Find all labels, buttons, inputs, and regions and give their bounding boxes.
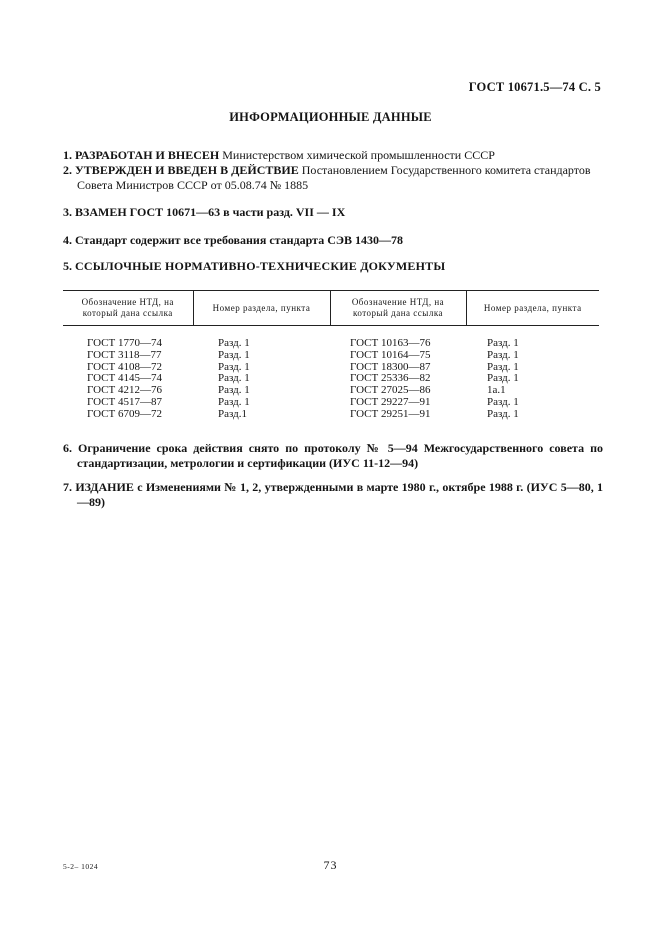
column-header: Обозначение НТД, на который дана ссылка <box>63 291 193 326</box>
table-cell: ГОСТ 29251—91 <box>350 407 431 420</box>
table-row <box>63 397 599 409</box>
table-cell: Разд. 1 <box>487 360 519 373</box>
info-item-6 <box>63 441 603 471</box>
item-heading: ИЗДАНИЕ <box>75 480 134 494</box>
item-heading: УТВЕРЖДЕН И ВВЕДЕН В ДЕЙСТВИЕ <box>75 163 299 177</box>
print-code: 5-2– 1024 <box>63 862 99 871</box>
item-number: 6. <box>63 441 72 455</box>
table-cell: Разд. 1 <box>487 407 519 420</box>
table-cell: Разд. 1 <box>487 395 519 408</box>
table-cell: ГОСТ 4145—74 <box>87 372 162 385</box>
item-heading: РАЗРАБОТАН И ВНЕСЕН <box>75 148 220 162</box>
table-cell: 1а.1 <box>487 384 506 397</box>
info-item-3 <box>63 205 603 220</box>
item-number: 3. <box>63 205 72 219</box>
table-cell: ГОСТ 27025—86 <box>350 384 431 397</box>
item-text: Ограничение срока действия снято по протоколу № 5—94 Межгосударственного совета по стандартизации, метрологии и сертификации (ИУС 11-12—94) <box>77 441 604 470</box>
item-number: 4. <box>63 233 72 247</box>
item-heading: ССЫЛОЧНЫЕ НОРМАТИВНО-ТЕХНИЧЕСКИЕ ДОКУМЕНТЫ <box>75 259 446 273</box>
table-cell: Разд. 1 <box>487 337 519 349</box>
info-item-4 <box>63 233 603 248</box>
page-title: ИНФОРМАЦИОННЫЕ ДАННЫЕ <box>229 110 432 124</box>
table-cell: Разд. 1 <box>487 348 519 361</box>
table-header-row <box>63 291 599 326</box>
table-cell: Разд.1 <box>218 407 247 420</box>
column-header: Обозначение НТД, на который дана ссылка <box>330 291 466 326</box>
document-code: ГОСТ 10671.5—74 С. 5 <box>468 80 601 94</box>
table-cell: Разд. 1 <box>218 384 250 397</box>
column-header: Номер раздела, пункта <box>193 291 330 326</box>
column-header: Номер раздела, пункта <box>466 291 599 326</box>
table-cell: ГОСТ 4517—87 <box>87 395 162 408</box>
table-cell: Разд. 1 <box>218 348 250 361</box>
table-cell: Разд. 1 <box>218 372 250 385</box>
table-cell: Разд. 1 <box>218 360 250 373</box>
table-cell: ГОСТ 25336—82 <box>350 372 431 385</box>
table-cell: ГОСТ 10163—76 <box>350 337 431 349</box>
item-heading: ВЗАМЕН ГОСТ 10671—63 в части разд. VII — IX <box>75 205 346 219</box>
item-text: с Изменениями № 1, 2, утвержденными в марте 1980 г., октябре 1988 г. (ИУС 5—80, 1—89) <box>77 480 604 509</box>
table-row <box>63 409 599 421</box>
info-item-5 <box>63 259 603 274</box>
item-number: 1. <box>63 148 72 162</box>
table-row <box>63 350 599 362</box>
item-continuation: Совета Министров СССР от 05.08.74 № 1885 <box>77 178 309 192</box>
references-table <box>63 290 599 421</box>
table-cell: ГОСТ 29227—91 <box>350 395 431 408</box>
page-number: 73 <box>323 858 338 872</box>
item-number: 7. <box>63 480 72 494</box>
item-text: Постановлением Государственного комитета стандартов <box>301 163 591 177</box>
table-cell: ГОСТ 4108—72 <box>87 360 162 373</box>
info-item-7 <box>63 480 603 510</box>
table-cell: ГОСТ 6709—72 <box>87 407 162 420</box>
table-cell: ГОСТ 10164—75 <box>350 348 431 361</box>
info-item-1 <box>63 148 603 163</box>
table-row <box>63 326 599 350</box>
table-cell: ГОСТ 18300—87 <box>350 360 431 373</box>
item-text: Министерством химической промышленности СССР <box>222 148 495 162</box>
item-number: 5. <box>63 259 72 273</box>
table-cell: Разд. 1 <box>218 337 250 349</box>
table-cell: Разд. 1 <box>487 372 519 385</box>
item-number: 2. <box>63 163 72 177</box>
info-item-2 <box>63 163 603 193</box>
table-cell: ГОСТ 4212—76 <box>87 384 162 397</box>
table-cell: ГОСТ 3118—77 <box>87 348 162 361</box>
table-cell: Разд. 1 <box>218 395 250 408</box>
table-cell: ГОСТ 1770—74 <box>87 337 162 349</box>
item-text: Стандарт содержит все требования стандарта СЭВ 1430—78 <box>75 233 404 247</box>
